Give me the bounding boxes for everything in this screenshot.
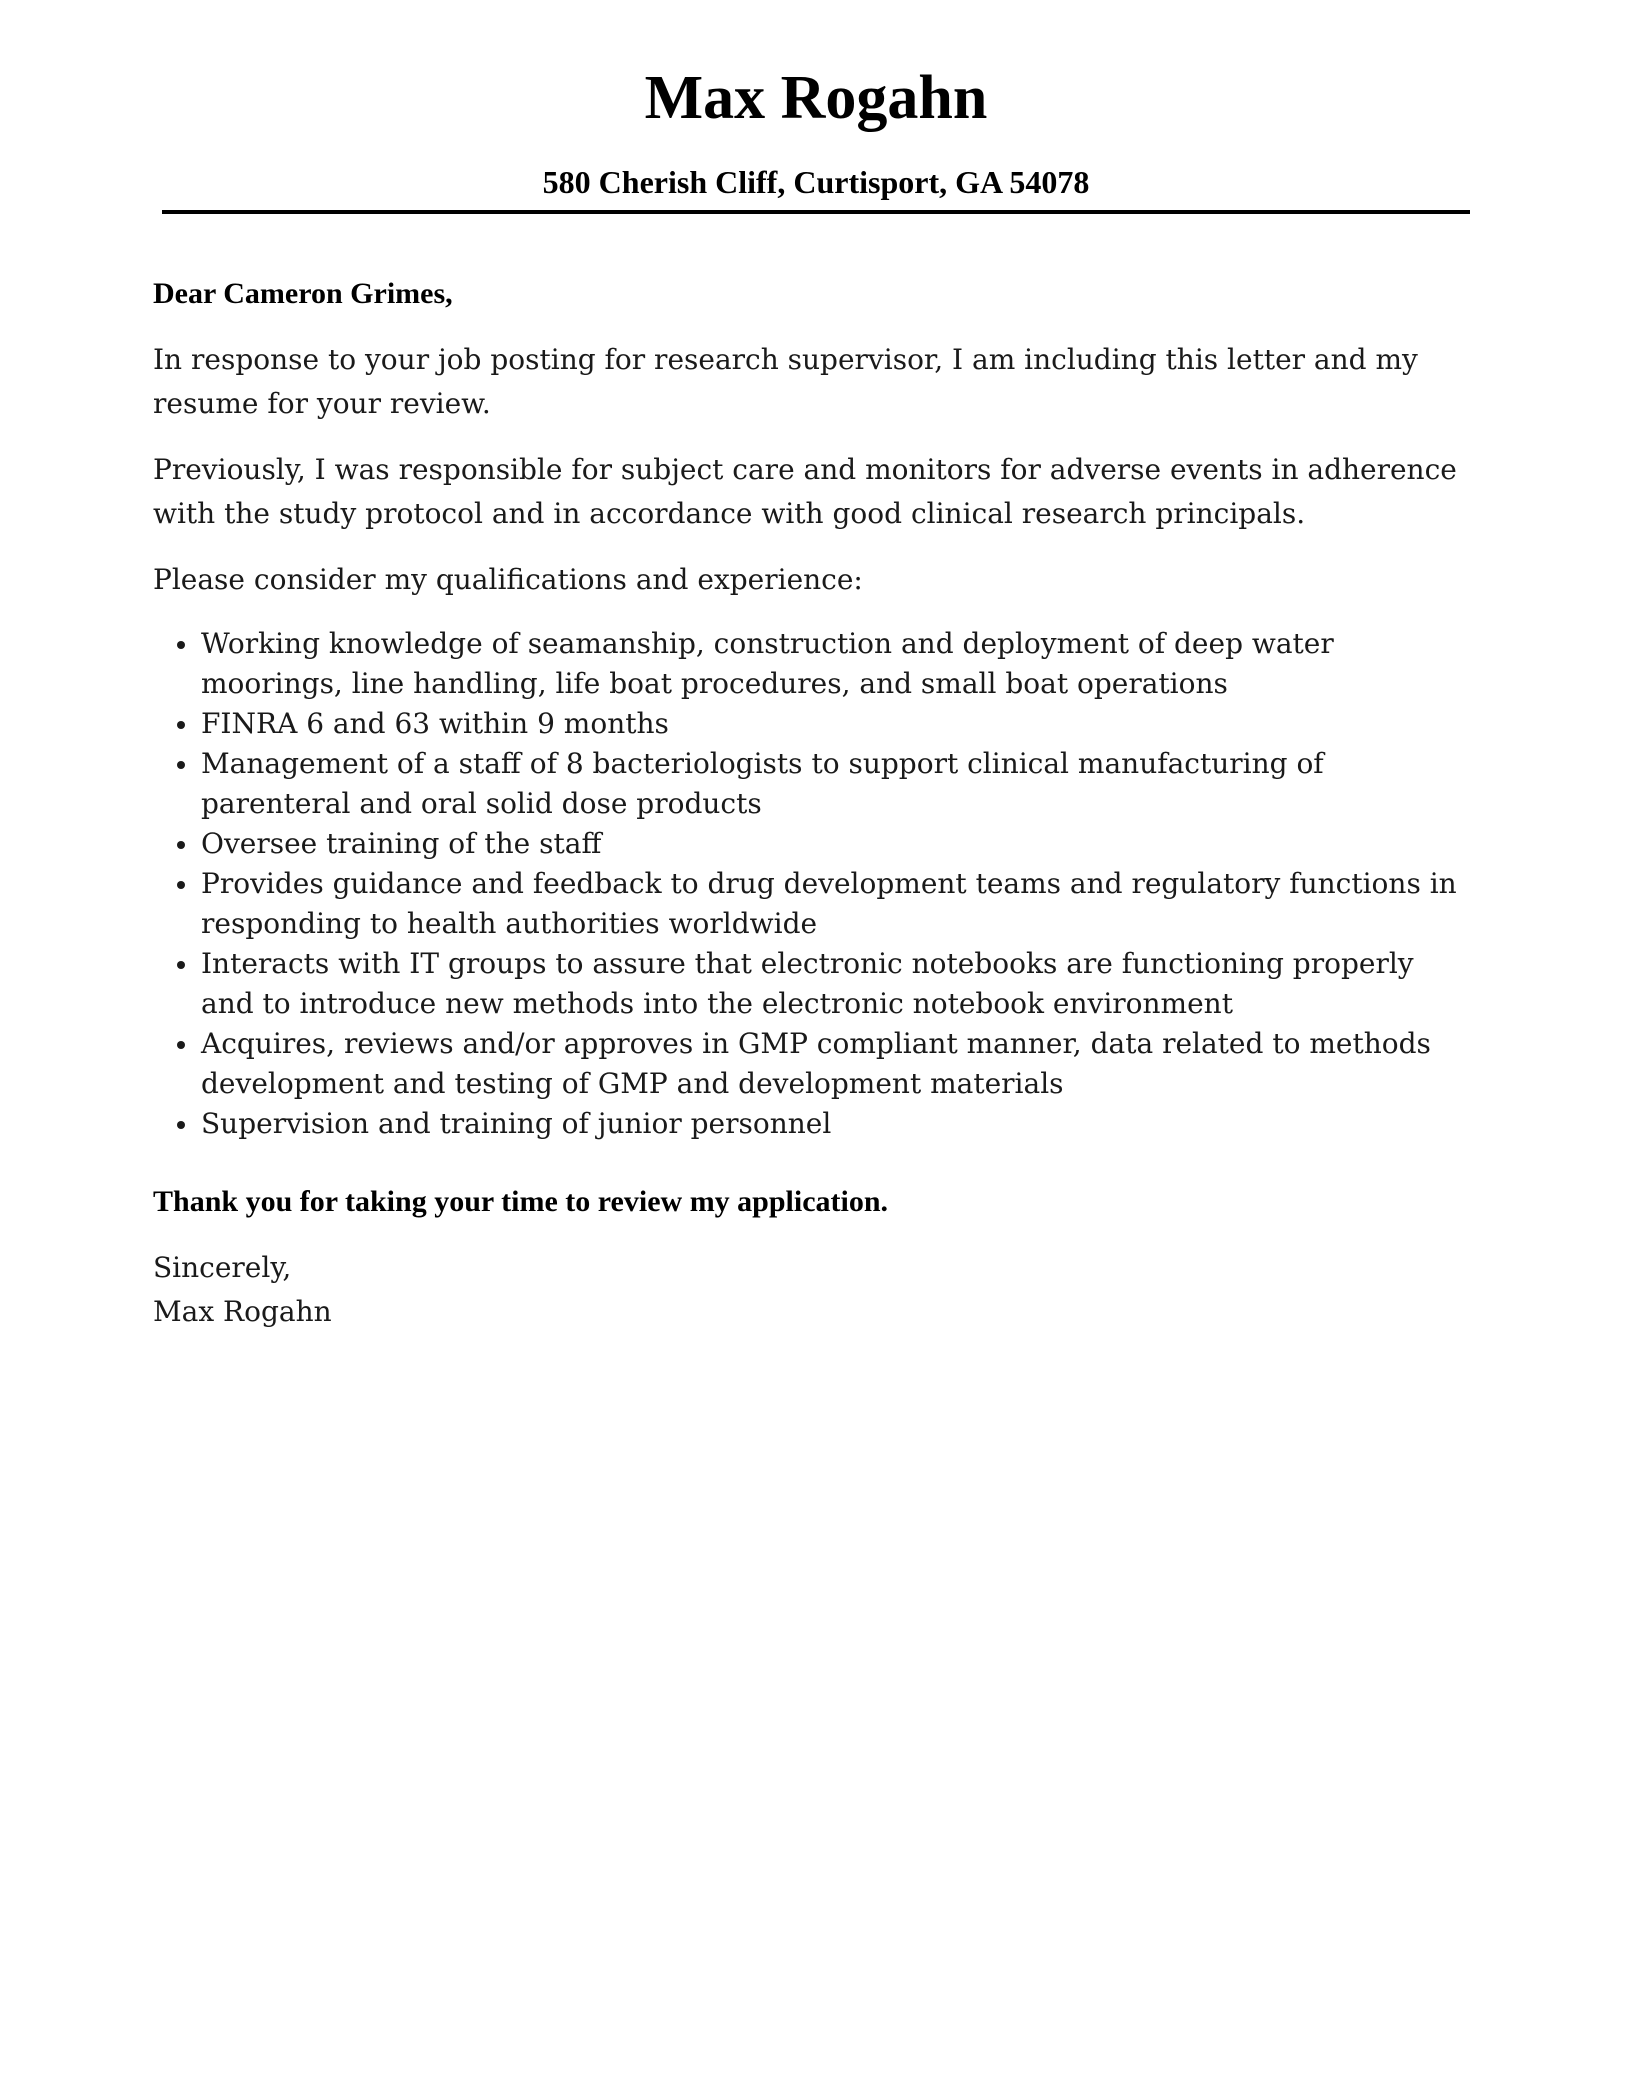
experience-paragraph: Previously, I was responsible for subject care and monitors for adverse events in adherence with the study protocol and in accordance with good clinical research principals. [153, 453, 1457, 530]
list-item: Supervision and training of junior personnel [201, 1104, 1473, 1144]
intro-paragraph: In response to your job posting for research supervisor, I am including this letter and my resume for your review. [153, 343, 1418, 420]
list-item: Oversee training of the staff [201, 824, 1473, 864]
sender-name: Max Rogahn [644, 64, 988, 132]
sender-address: 580 Cherish Cliff, Curtisport, GA 54078 [542, 164, 1090, 200]
list-item: Working knowledge of seamanship, construction and deployment of deep water moorings, line handling, life boat procedures, and small boat operations [201, 624, 1473, 704]
letter-header [0, 58, 1632, 202]
qualifications-list [153, 624, 1473, 1144]
salutation: Dear Cameron Grimes, [153, 277, 453, 310]
list-item: Provides guidance and feedback to drug development teams and regulatory functions in responding to health authorities worldwide [201, 864, 1473, 944]
list-item: Interacts with IT groups to assure that electronic notebooks are functioning properly and to introduce new methods into the electronic notebook environment [201, 944, 1473, 1024]
list-item: FINRA 6 and 63 within 9 months [201, 704, 1473, 744]
closing-line: Thank you for taking your time to review my application. [153, 1185, 889, 1218]
list-item: Acquires, reviews and/or approves in GMP compliant manner, data related to methods development and testing of GMP and development materials [201, 1024, 1473, 1104]
header-divider [162, 210, 1470, 214]
qualifications-lead: Please consider my qualifications and experience: [153, 563, 863, 596]
signature: Max Rogahn [153, 1295, 332, 1328]
list-item: Management of a staff of 8 bacteriologists to support clinical manufacturing of parenteral and oral solid dose products [201, 744, 1473, 824]
signoff: Sincerely, [153, 1251, 292, 1284]
letter-body [153, 272, 1473, 1334]
